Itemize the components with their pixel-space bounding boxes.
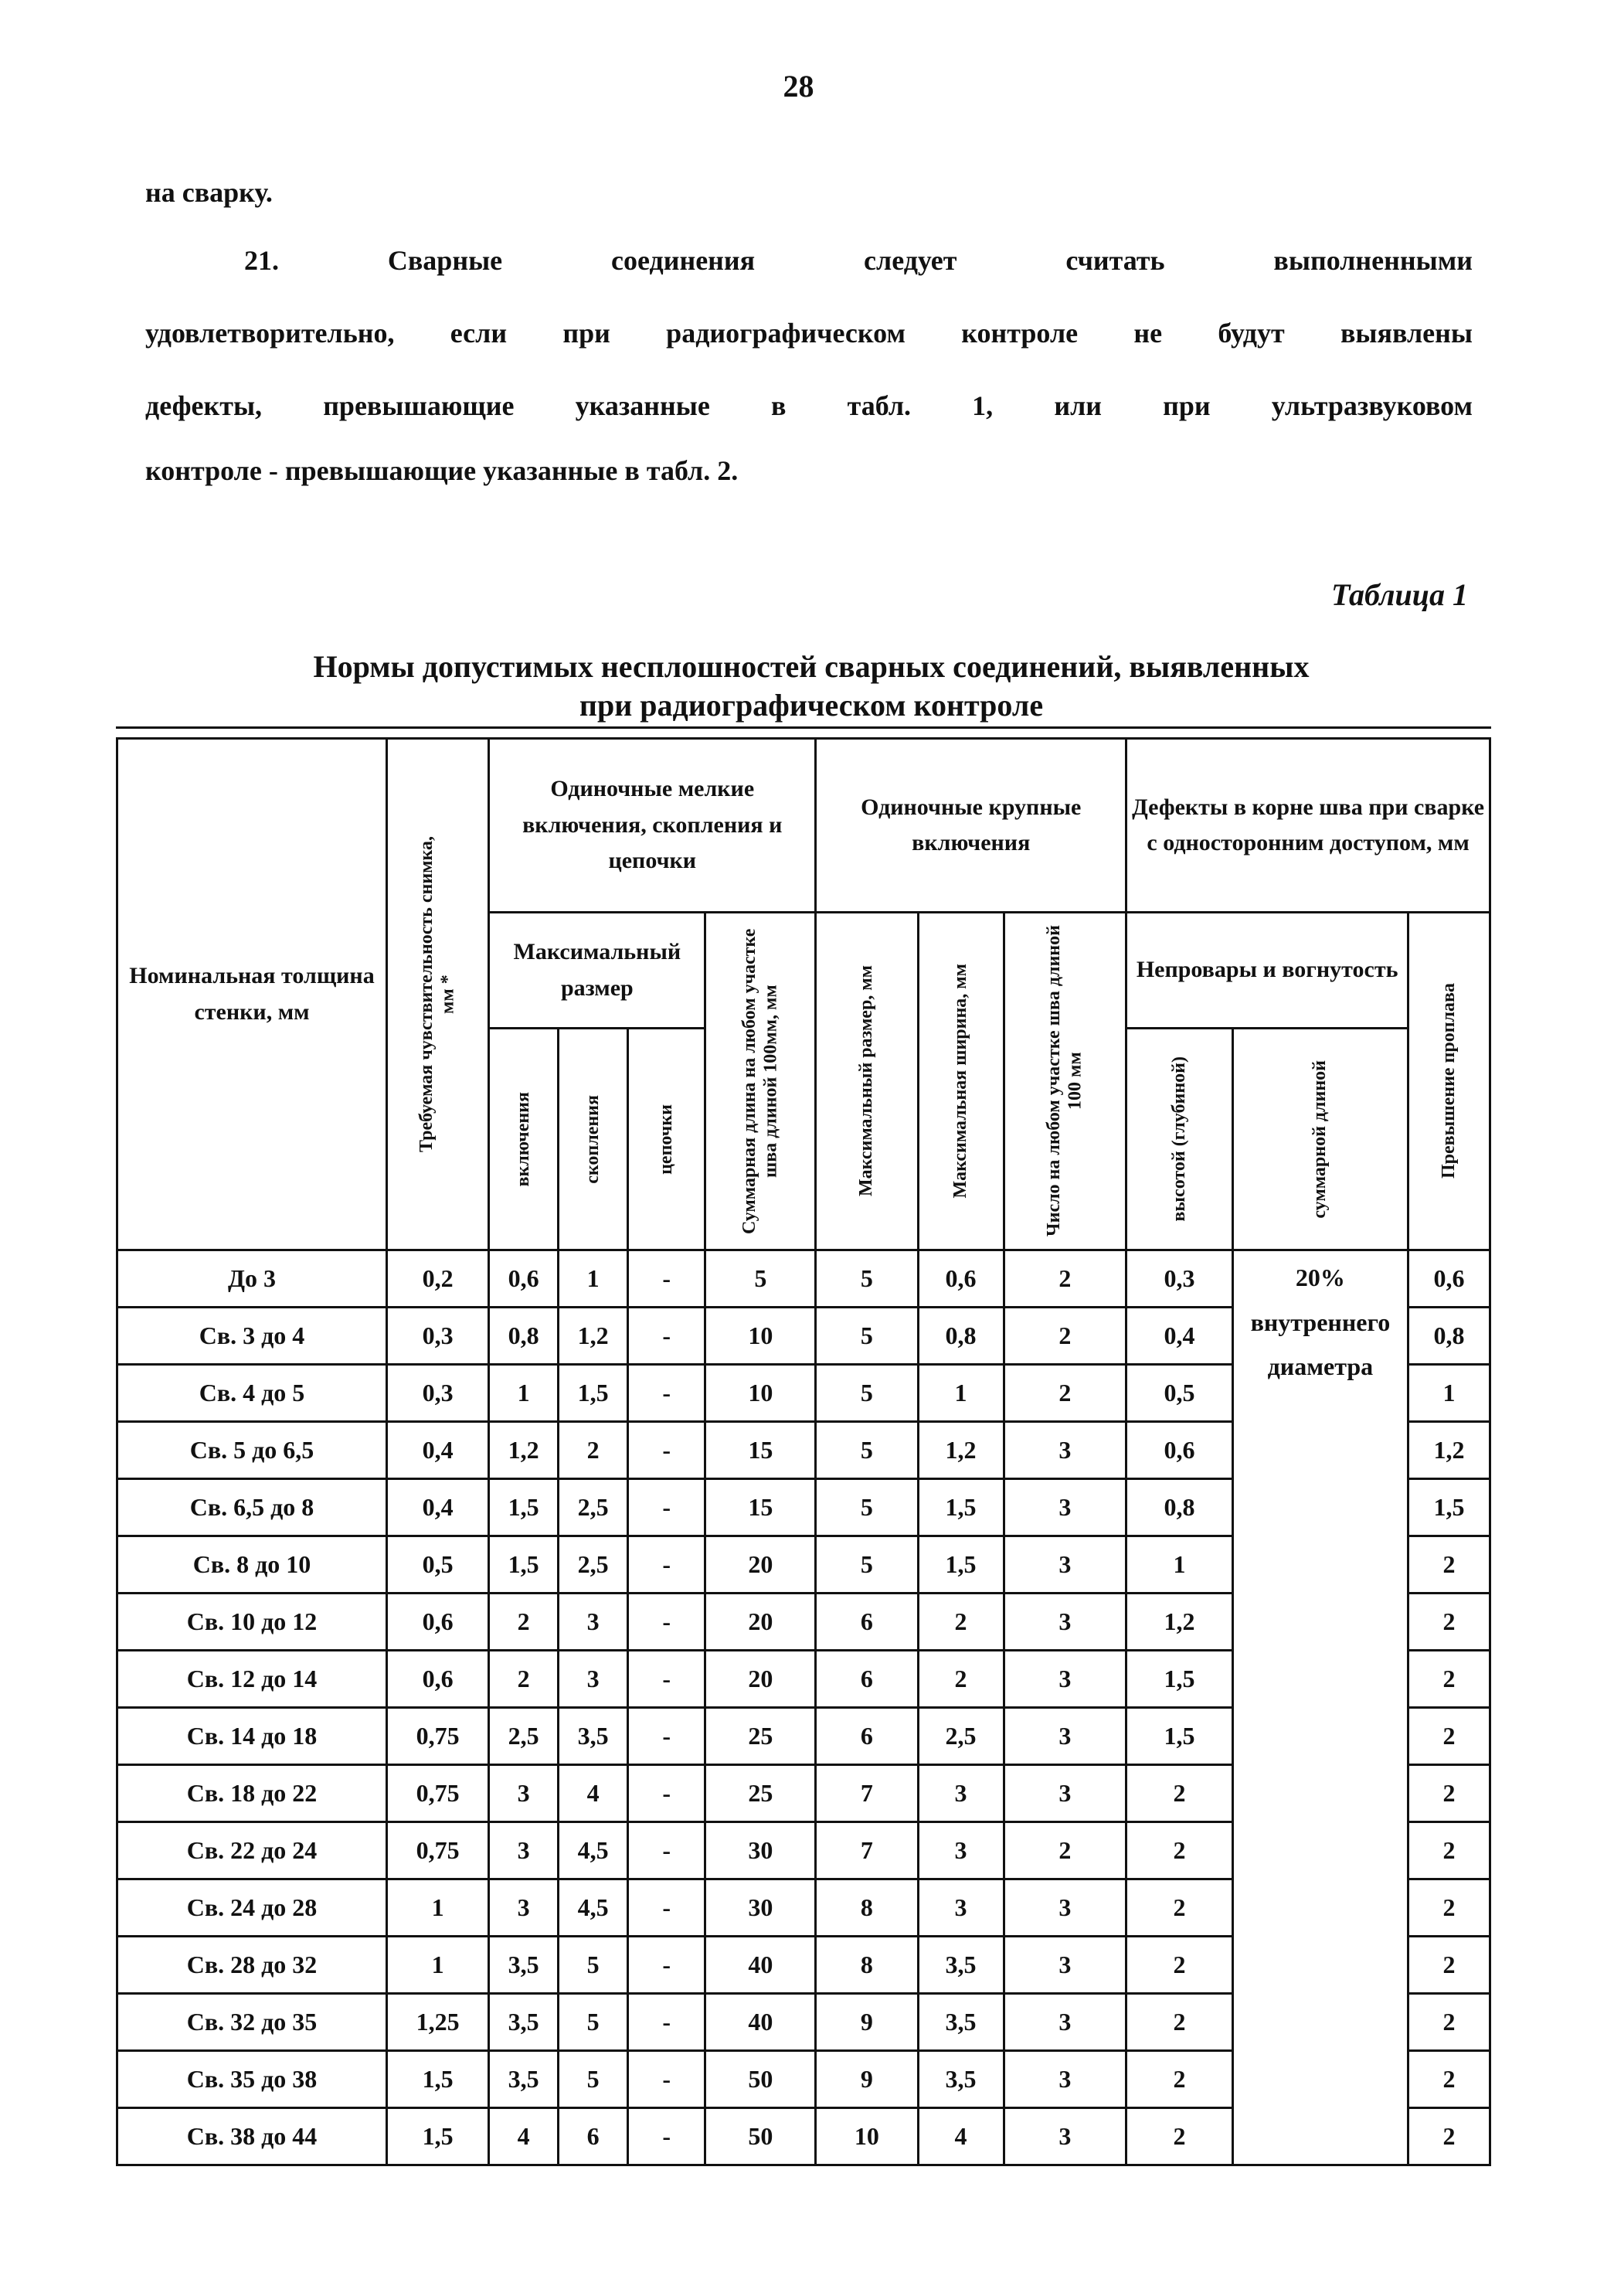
cell-sensitivity: 0,75 — [387, 1765, 489, 1822]
cell-thickness: Св. 5 до 6,5 — [117, 1422, 387, 1479]
cell-clusters: 4,5 — [559, 1879, 628, 1937]
cell-height: 2 — [1126, 1937, 1233, 1994]
cell-large-count: 3 — [1004, 1765, 1126, 1822]
cell-inclusions: 0,6 — [489, 1250, 559, 1308]
cell-thickness: Св. 24 до 28 — [117, 1879, 387, 1937]
cell-clusters: 2,5 — [559, 1536, 628, 1594]
cell-height: 1,5 — [1126, 1651, 1233, 1708]
cell-excess-burn: 1,2 — [1408, 1422, 1490, 1479]
cell-large-max-size: 5 — [816, 1250, 918, 1308]
cell-chains: - — [628, 1250, 705, 1308]
cell-large-max-size: 9 — [816, 1994, 918, 2051]
cell-clusters: 6 — [559, 2108, 628, 2165]
cell-inclusions: 1 — [489, 1365, 559, 1422]
cell-large-count: 3 — [1004, 1422, 1126, 1479]
cell-large-max-size: 7 — [816, 1822, 918, 1879]
cell-excess-burn: 2 — [1408, 2108, 1490, 2165]
cell-height: 2 — [1126, 1765, 1233, 1822]
cell-thickness: Св. 35 до 38 — [117, 2051, 387, 2108]
cell-large-count: 2 — [1004, 1308, 1126, 1365]
cell-sensitivity: 0,5 — [387, 1536, 489, 1594]
cell-thickness: Св. 14 до 18 — [117, 1708, 387, 1765]
cell-sensitivity: 1,25 — [387, 1994, 489, 2051]
cell-height: 0,3 — [1126, 1250, 1233, 1308]
cell-large-max-size: 8 — [816, 1879, 918, 1937]
cell-large-count: 3 — [1004, 1536, 1126, 1594]
cell-large-max-width: 1,5 — [918, 1479, 1004, 1536]
table-row — [117, 1250, 1490, 1308]
cell-total-length: 30 — [705, 1879, 816, 1937]
cell-large-max-size: 5 — [816, 1422, 918, 1479]
norms-table — [116, 737, 1491, 2166]
header-large-max-size: Максимальный размер, мм — [816, 913, 918, 1250]
cell-inclusions: 1,5 — [489, 1479, 559, 1536]
header-group-root: Дефекты в корне шва при сварке с односторонним доступом, мм — [1126, 739, 1490, 913]
header-large-max-width: Максимальная ширина, мм — [918, 913, 1004, 1250]
cell-sensitivity: 0,3 — [387, 1308, 489, 1365]
cell-large-max-size: 7 — [816, 1765, 918, 1822]
cell-height: 0,8 — [1126, 1479, 1233, 1536]
cell-sensitivity: 1,5 — [387, 2051, 489, 2108]
cell-large-max-width: 1,2 — [918, 1422, 1004, 1479]
cell-clusters: 3 — [559, 1651, 628, 1708]
cell-chains: - — [628, 1365, 705, 1422]
cell-total-length: 5 — [705, 1250, 816, 1308]
paragraph-line-3: удовлетворительно, если при радиографическом контроле не будут выявлены — [145, 318, 1473, 349]
cell-chains: - — [628, 1308, 705, 1365]
cell-sensitivity: 0,4 — [387, 1479, 489, 1536]
cell-sensitivity: 1 — [387, 1879, 489, 1937]
title-underline — [116, 726, 1491, 729]
cell-total-length: 25 — [705, 1708, 816, 1765]
cell-total-length: 10 — [705, 1365, 816, 1422]
cell-large-max-width: 3 — [918, 1879, 1004, 1937]
header-chains: цепочки — [628, 1029, 705, 1250]
table-title-line-2: при радиографическом контроле — [579, 688, 1044, 723]
header-total-length: Суммарная длина на любом участке шва длиной 100мм, мм — [705, 913, 816, 1250]
cell-inclusions: 3,5 — [489, 1994, 559, 2051]
cell-inclusions: 3,5 — [489, 2051, 559, 2108]
cell-excess-burn: 2 — [1408, 1651, 1490, 1708]
cell-large-max-size: 5 — [816, 1308, 918, 1365]
cell-clusters: 1 — [559, 1250, 628, 1308]
cell-large-max-width: 0,8 — [918, 1308, 1004, 1365]
cell-large-max-size: 6 — [816, 1708, 918, 1765]
cell-total-length: 15 — [705, 1422, 816, 1479]
cell-height: 1,5 — [1126, 1708, 1233, 1765]
cell-sensitivity: 1,5 — [387, 2108, 489, 2165]
cell-total-length: 10 — [705, 1308, 816, 1365]
cell-height: 2 — [1126, 1879, 1233, 1937]
cell-sensitivity: 0,3 — [387, 1365, 489, 1422]
cell-clusters: 3,5 — [559, 1708, 628, 1765]
table-title — [116, 648, 1507, 725]
header-clusters: скопления — [559, 1029, 628, 1250]
cell-inclusions: 3 — [489, 1822, 559, 1879]
cell-inclusions: 1,5 — [489, 1536, 559, 1594]
cell-excess-burn: 2 — [1408, 2051, 1490, 2108]
cell-thickness: Св. 32 до 35 — [117, 1994, 387, 2051]
cell-large-count: 3 — [1004, 1879, 1126, 1937]
cell-excess-burn: 2 — [1408, 1708, 1490, 1765]
norms-table-body — [117, 1250, 1490, 2165]
cell-total-length: 50 — [705, 2108, 816, 2165]
cell-excess-burn: 2 — [1408, 1822, 1490, 1879]
cell-chains: - — [628, 1479, 705, 1536]
cell-clusters: 5 — [559, 1994, 628, 2051]
header-group-large: Одиночные крупные включения — [816, 739, 1126, 913]
cell-large-count: 2 — [1004, 1822, 1126, 1879]
cell-large-max-width: 2 — [918, 1651, 1004, 1708]
cell-large-max-size: 9 — [816, 2051, 918, 2108]
cell-thickness: До 3 — [117, 1250, 387, 1308]
header-lack-penetration: Непровары и вогнутость — [1126, 913, 1408, 1029]
cell-large-count: 3 — [1004, 2108, 1126, 2165]
cell-large-count: 2 — [1004, 1250, 1126, 1308]
cell-chains: - — [628, 1937, 705, 1994]
cell-inclusions: 2,5 — [489, 1708, 559, 1765]
cell-sensitivity: 0,6 — [387, 1651, 489, 1708]
paragraph-line-1: на сварку. — [145, 177, 273, 208]
cell-clusters: 4 — [559, 1765, 628, 1822]
cell-height: 0,5 — [1126, 1365, 1233, 1422]
cell-large-count: 2 — [1004, 1365, 1126, 1422]
cell-thickness: Св. 4 до 5 — [117, 1365, 387, 1422]
cell-height: 1,2 — [1126, 1594, 1233, 1651]
cell-large-count: 3 — [1004, 1994, 1126, 2051]
cell-excess-burn: 0,6 — [1408, 1250, 1490, 1308]
cell-large-max-width: 2,5 — [918, 1708, 1004, 1765]
cell-inclusions: 0,8 — [489, 1308, 559, 1365]
cell-height: 2 — [1126, 1994, 1233, 2051]
cell-inclusions: 3 — [489, 1879, 559, 1937]
header-height: высотой (глубиной) — [1126, 1029, 1233, 1250]
table-caption: Таблица 1 — [1331, 577, 1468, 612]
cell-chains: - — [628, 1422, 705, 1479]
cell-thickness: Св. 12 до 14 — [117, 1651, 387, 1708]
cell-clusters: 4,5 — [559, 1822, 628, 1879]
cell-chains: - — [628, 1594, 705, 1651]
cell-large-max-size: 8 — [816, 1937, 918, 1994]
header-max-size: Максимальный размер — [489, 913, 705, 1029]
cell-large-max-size: 10 — [816, 2108, 918, 2165]
cell-large-max-width: 3 — [918, 1822, 1004, 1879]
header-sensitivity: Требуемая чувствительность снимка, мм * — [387, 739, 489, 1250]
cell-large-max-size: 5 — [816, 1536, 918, 1594]
cell-chains: - — [628, 1765, 705, 1822]
cell-large-max-size: 5 — [816, 1365, 918, 1422]
header-group-small: Одиночные мелкие включения, скопления и цепочки — [489, 739, 816, 913]
cell-inclusions: 3 — [489, 1765, 559, 1822]
cell-height: 0,6 — [1126, 1422, 1233, 1479]
cell-total-length: 15 — [705, 1479, 816, 1536]
header-inclusions: включения — [489, 1029, 559, 1250]
cell-clusters: 5 — [559, 1937, 628, 1994]
cell-large-max-width: 1 — [918, 1365, 1004, 1422]
cell-large-max-width: 3,5 — [918, 2051, 1004, 2108]
cell-clusters: 3 — [559, 1594, 628, 1651]
cell-excess-burn: 2 — [1408, 1994, 1490, 2051]
cell-clusters: 1,5 — [559, 1365, 628, 1422]
cell-clusters: 2 — [559, 1422, 628, 1479]
cell-large-max-width: 2 — [918, 1594, 1004, 1651]
cell-thickness: Св. 8 до 10 — [117, 1536, 387, 1594]
cell-total-length: 40 — [705, 1994, 816, 2051]
cell-height: 0,4 — [1126, 1308, 1233, 1365]
paragraph-line-4: дефекты, превышающие указанные в табл. 1, или при ультразвуковом — [145, 390, 1473, 421]
cell-chains: - — [628, 1994, 705, 2051]
cell-thickness: Св. 28 до 32 — [117, 1937, 387, 1994]
cell-large-max-width: 4 — [918, 2108, 1004, 2165]
cell-large-max-size: 6 — [816, 1594, 918, 1651]
cell-clusters: 2,5 — [559, 1479, 628, 1536]
cell-chains: - — [628, 1651, 705, 1708]
cell-total-length: 25 — [705, 1765, 816, 1822]
cell-excess-burn: 0,8 — [1408, 1308, 1490, 1365]
cell-chains: - — [628, 1822, 705, 1879]
cell-large-max-width: 1,5 — [918, 1536, 1004, 1594]
cell-height: 1 — [1126, 1536, 1233, 1594]
cell-thickness: Св. 22 до 24 — [117, 1822, 387, 1879]
cell-large-max-width: 0,6 — [918, 1250, 1004, 1308]
cell-sensitivity: 1 — [387, 1937, 489, 1994]
cell-large-max-width: 3,5 — [918, 1937, 1004, 1994]
cell-large-count: 3 — [1004, 1708, 1126, 1765]
cell-inclusions: 1,2 — [489, 1422, 559, 1479]
cell-chains: - — [628, 1536, 705, 1594]
cell-sensitivity: 0,6 — [387, 1594, 489, 1651]
cell-chains: - — [628, 2051, 705, 2108]
cell-root-total-length-note: 20% внутреннего диаметра — [1232, 1250, 1408, 2165]
cell-large-max-width: 3,5 — [918, 1994, 1004, 2051]
header-large-count: Число на любом участке шва длиной 100 мм — [1004, 913, 1126, 1250]
cell-total-length: 20 — [705, 1651, 816, 1708]
cell-total-length: 50 — [705, 2051, 816, 2108]
cell-height: 2 — [1126, 2051, 1233, 2108]
cell-clusters: 1,2 — [559, 1308, 628, 1365]
cell-sensitivity: 0,2 — [387, 1250, 489, 1308]
cell-large-count: 3 — [1004, 1479, 1126, 1536]
paragraph-line-5: контроле - превышающие указанные в табл. 2. — [145, 455, 739, 486]
cell-thickness: Св. 10 до 12 — [117, 1594, 387, 1651]
cell-chains: - — [628, 2108, 705, 2165]
page-number: 28 — [783, 69, 814, 104]
cell-excess-burn: 2 — [1408, 1536, 1490, 1594]
table-title-line-1: Нормы допустимых несплошностей сварных соединений, выявленных — [313, 649, 1310, 684]
cell-excess-burn: 2 — [1408, 1594, 1490, 1651]
cell-excess-burn: 1,5 — [1408, 1479, 1490, 1536]
cell-inclusions: 3,5 — [489, 1937, 559, 1994]
paragraph-line-2: 21. Сварные соединения следует считать выполненными — [244, 245, 1473, 276]
cell-excess-burn: 2 — [1408, 1879, 1490, 1937]
header-excess-burn: Превышение проплава — [1408, 913, 1490, 1250]
cell-large-count: 3 — [1004, 1594, 1126, 1651]
cell-chains: - — [628, 1879, 705, 1937]
cell-inclusions: 2 — [489, 1594, 559, 1651]
cell-thickness: Св. 18 до 22 — [117, 1765, 387, 1822]
cell-excess-burn: 1 — [1408, 1365, 1490, 1422]
cell-total-length: 20 — [705, 1536, 816, 1594]
cell-thickness: Св. 38 до 44 — [117, 2108, 387, 2165]
cell-large-count: 3 — [1004, 1651, 1126, 1708]
cell-large-max-size: 6 — [816, 1651, 918, 1708]
cell-sensitivity: 0,75 — [387, 1822, 489, 1879]
cell-total-length: 40 — [705, 1937, 816, 1994]
cell-large-count: 3 — [1004, 1937, 1126, 1994]
cell-inclusions: 4 — [489, 2108, 559, 2165]
cell-thickness: Св. 6,5 до 8 — [117, 1479, 387, 1536]
cell-chains: - — [628, 1708, 705, 1765]
cell-sensitivity: 0,4 — [387, 1422, 489, 1479]
cell-total-length: 20 — [705, 1594, 816, 1651]
cell-total-length: 30 — [705, 1822, 816, 1879]
header-total-len: суммарной длиной — [1232, 1029, 1408, 1250]
cell-inclusions: 2 — [489, 1651, 559, 1708]
cell-large-max-width: 3 — [918, 1765, 1004, 1822]
cell-height: 2 — [1126, 2108, 1233, 2165]
cell-clusters: 5 — [559, 2051, 628, 2108]
cell-sensitivity: 0,75 — [387, 1708, 489, 1765]
cell-excess-burn: 2 — [1408, 1765, 1490, 1822]
header-thickness: Номинальная толщина стенки, мм — [117, 739, 387, 1250]
cell-thickness: Св. 3 до 4 — [117, 1308, 387, 1365]
cell-large-max-size: 5 — [816, 1479, 918, 1536]
cell-large-count: 3 — [1004, 2051, 1126, 2108]
cell-height: 2 — [1126, 1822, 1233, 1879]
cell-excess-burn: 2 — [1408, 1937, 1490, 1994]
